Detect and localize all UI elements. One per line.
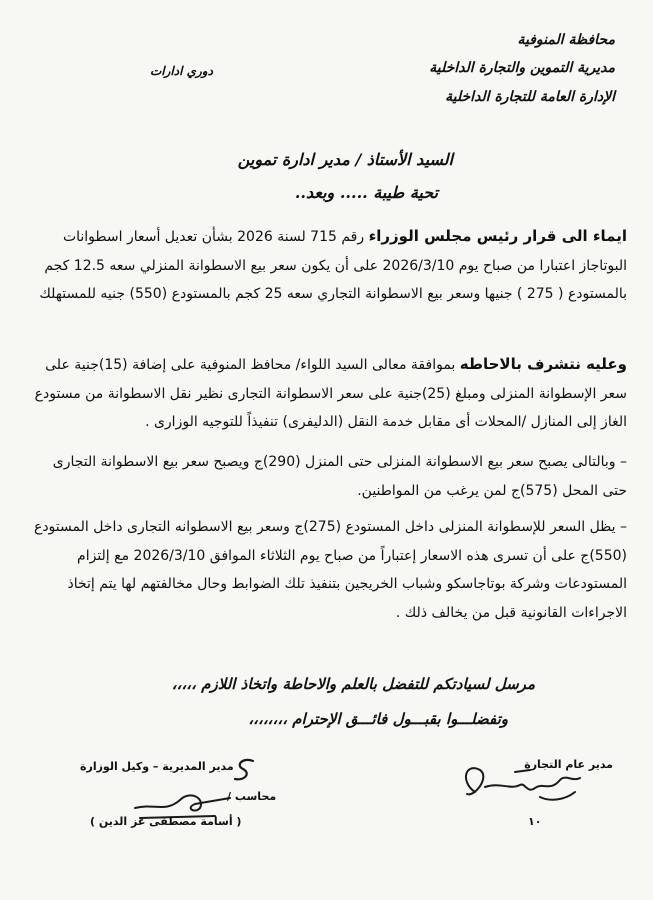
governorate-name: محافظة المنوفية (517, 32, 615, 48)
undersecretary-title: مدير المديرية – وكيل الوزارة (80, 760, 234, 773)
addressee: السيد الأستاذ / مدير ادارة تموين (237, 150, 453, 169)
trade-director-mark: ١٠ (528, 815, 542, 828)
delivery-price-line-2: حتى المحل (575)ج لمن يرغب من المواطنين. (357, 482, 627, 499)
accountant-label: محاسب / (227, 790, 277, 803)
decree-lead: ايماء الى قرار رئيس مجلس الوزراء (368, 227, 627, 245)
department-name: الإدارة العامة للتجارة الداخلية (445, 89, 615, 105)
decree-line-1: رقم 715 لسنة 2026 بشأن تعديل أسعار اسطوانات (62, 229, 365, 245)
closing-line-2: وتفضلـــوا بقبـــول فائـــق الإحترام ،،،،،،،، (248, 710, 508, 728)
undersecretary-name: ( أسامة مصطفى عز الدين ) (90, 815, 242, 828)
depot-price-line-2: (550)ج على أن تسرى هذه الاسعار إعتباراً من صباح يوم الثلاثاء الموافق 2026/3/10 مع إلتزام (77, 547, 627, 564)
distribution-note: دوري ادارات (150, 64, 213, 78)
approval-line-1: بموافقة معالى السيد اللواء/ محافظ المنوفية على إضافة (15)جنية على (45, 357, 456, 373)
paragraph-approval (22, 350, 627, 437)
closing-line-1: مرسل لسيادتكم للتفضل بالعلم والاحاطة واتخاذ اللازم ،،،،، (171, 675, 535, 693)
delivery-price-line-1: – وبالتالى يصبح سعر بيع الاسطوانة المنزلى حتى المنزل (290)ج ويصبح سعر بيع الاسطوانة التجارى (52, 454, 627, 470)
decree-line-2: البوتاجاز اعتبارا من صباح يوم 2026/3/10 على أن يكون سعر بيع الاسطوانة المنزلي سعه 12.5 كجم (44, 257, 627, 274)
greeting: تحية طيبة ..... وبعد.. (294, 183, 438, 202)
depot-price-line-4: الاجراءات القانونية قبل من يخالف ذلك . (395, 604, 627, 621)
approval-line-2: سعر الإسطوانة المنزلى ومبلغ (25)جنية على سعر الاسطوانة التجارى نظير نقل الاسطوانة من مستودع (34, 385, 627, 402)
trade-director-title: مدير عام التجارة (524, 758, 613, 771)
directorate-name: مديرية التموين والتجارة الداخلية (429, 60, 615, 76)
depot-price-line-1: – يظل السعر للإسطوانة المنزلى داخل المستودع (275)ج وسعر بيع الاسطوانه التجارى داخل المستودع (33, 519, 627, 535)
bullet-depot-price (22, 513, 627, 627)
approval-line-3: الغاز إلى المنازل /المحلات أى مقابل خدمة النقل (الدليفرى) تنفيذاً للتوجيه الوزارى . (145, 414, 627, 430)
approval-lead: وعليه نتشرف بالاحاطه (459, 355, 627, 373)
trade-director-signature (455, 752, 585, 822)
bullet-delivery-price (22, 448, 627, 505)
depot-price-line-3: المستودعات وشركة بوتاجاسكو وشباب الخريجين بتنفيذ تلك الضوابط وحال مخالفتهم لها يتم إتخاذ (67, 576, 627, 592)
paragraph-decree (22, 222, 627, 309)
decree-line-3: بالمستودع ( 275 ) جنيها وسعر بيع الاسطوانة التجاري سعه 25 كجم بالمستودع (550) جنيه للمستهلك (39, 286, 627, 302)
